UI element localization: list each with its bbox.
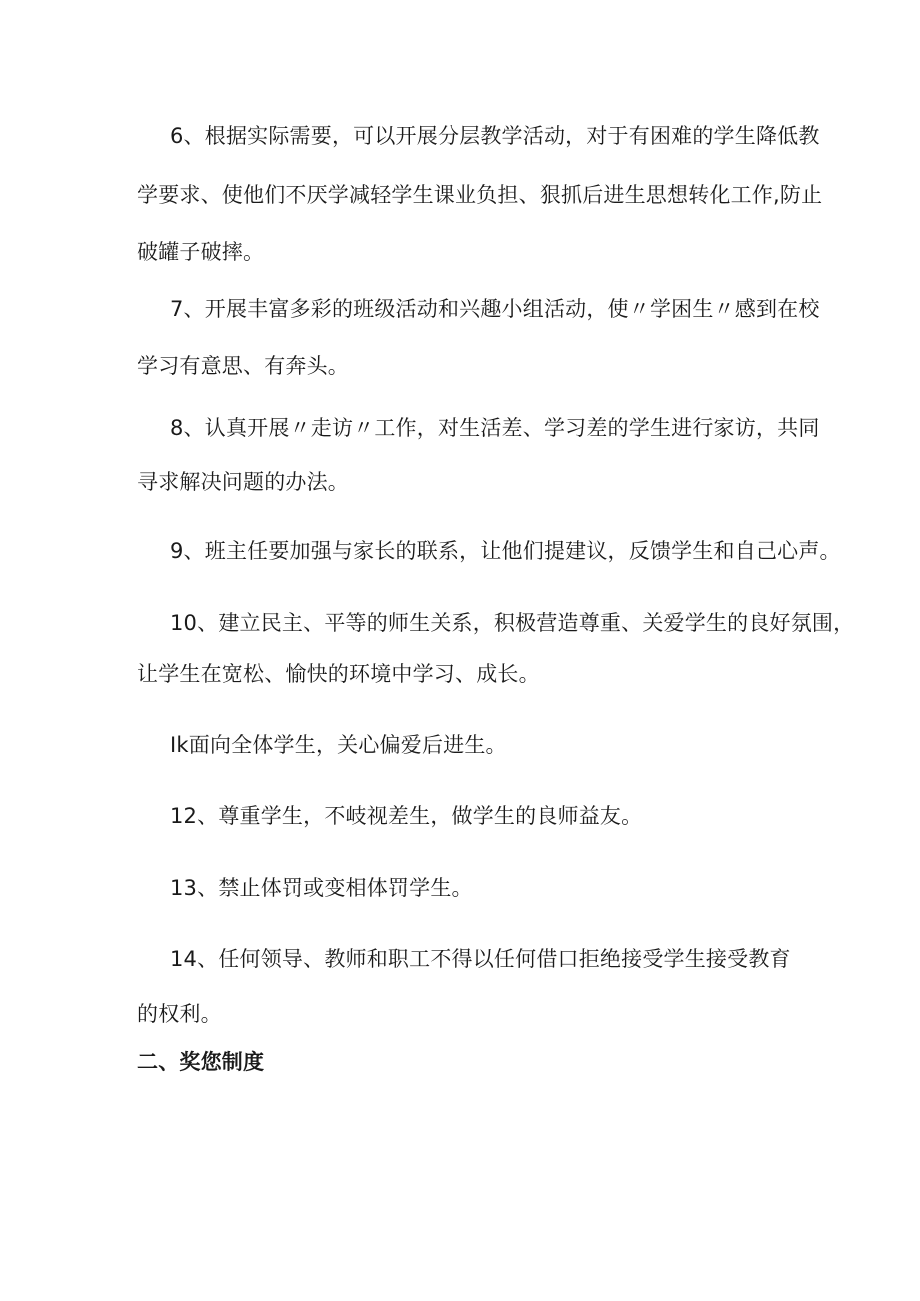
paragraph-line: 6、根据实际需要，可以开展分层教学活动，对于有困难的学生降低教	[170, 124, 820, 148]
paragraph-line: Ik面向全体学生，关心偏爱后进生。	[170, 733, 507, 757]
paragraph-line: 让学生在宽松、愉快的环境中学习、成长。	[137, 662, 540, 686]
paragraph-line: 破罐子破摔。	[137, 240, 265, 264]
paragraph-line: 学要求、使他们不厌学减轻学生课业负担、狠抓后进生思想转化工作,防止	[137, 183, 823, 207]
paragraph-line: 寻求解决问题的办法。	[137, 470, 349, 494]
section-heading: 二、奖您制度	[137, 1050, 265, 1074]
paragraph-line: 7、开展丰富多彩的班级活动和兴趣小组活动，使〃学困生〃感到在校	[170, 297, 820, 321]
paragraph-line: 学习有意思、有奔头。	[137, 354, 349, 378]
paragraph-line: 13、禁止体罚或变相体罚学生。	[170, 876, 473, 900]
paragraph-line: 的权利。	[137, 1002, 222, 1026]
paragraph-line: 12、尊重学生，不岐视差生，做学生的良师益友。	[170, 804, 643, 828]
paragraph-line: 14、任何领导、教师和职工不得以任何借口拒绝接受学生接受教育	[170, 947, 791, 971]
paragraph-line: 9、班主任要加强与家长的联系，让他们提建议，反馈学生和自己心声。	[170, 539, 841, 563]
paragraph-line: 10、建立民主、平等的师生关系，积极营造尊重、关爱学生的良好氛围，	[170, 611, 855, 635]
paragraph-line: 8、认真开展〃走访〃工作，对生活差、学习差的学生进行家访，共同	[170, 416, 820, 440]
